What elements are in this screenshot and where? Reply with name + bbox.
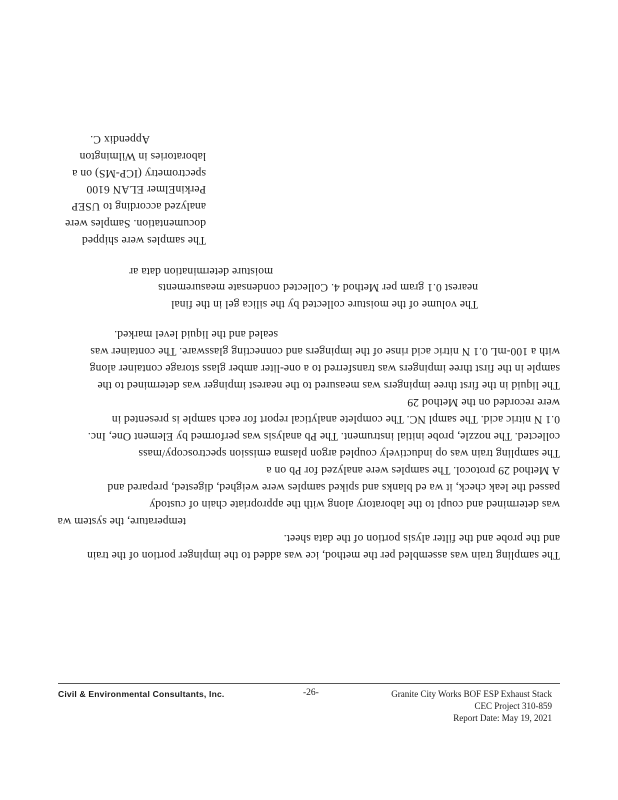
body-line: nearest 0.1 gram per Method 4. Collected condensate measurements [158,281,478,293]
body-line: The volume of the moisture collected by the silica gel in the final [171,298,478,310]
body-line: A Method 29 protocol. The samples were analyzed for Pb on a [266,464,560,476]
body-line: spectrometry (ICP-MS) on a [72,167,206,179]
footer-report-date: Report Date: May 19, 2021 [453,713,552,723]
body-line: The samples were shipped [81,234,206,246]
footer-page-number: -26- [303,688,319,698]
body-line: and the probe and the filter alysis portion of the data sheet. [283,532,560,544]
body-line: collected. The nozzle, probe initial instrument. The Pb analysis was performed by Element One, Inc. [87,430,560,442]
body-line: The liquid in the first three impingers was measured to the nearest impinger was determined to the [97,379,560,391]
body-line: analyzed according to USEP [71,200,206,212]
body-line: were recorded on the Method 29 [407,396,560,408]
body-line: 0.1 N nitric acid. The sampl NC. The complete analytical report for each sample is presented in [111,413,560,425]
body-line: The sampling train was assembled per the method, ice was added to the impinger portion of the train [87,549,560,561]
body-line: documentation. Samples were [65,217,206,229]
footer-title: Granite City Works BOF ESP Exhaust Stack [391,689,552,699]
body-line: moisture determination data ar [129,265,273,277]
body-line: PerkinElmer ELAN 6100 [86,183,206,195]
body-line: Appendix C. [90,133,150,145]
body-line: sealed and the liquid level marked. [114,328,278,340]
footer-project: CEC Project 310-859 [474,701,552,711]
body-line: The sampling train was op inductively coupled argon plasma emission spectroscopy/mass [138,447,560,459]
body-line: was determined and coupl to the laboratory along with the appropriate chain of custody [149,498,560,510]
body-line: sample in the first three impingers was transferred to a one-liter amber glass storage container along [89,362,560,374]
body-line: temperature, the system wa [57,515,186,527]
body-line: with a 100-mL 0.1 N nitric acid rinse of the impingers and connecting glassware. The container was [90,345,560,357]
body-line: passed the leak check, it wa ed blanks and spiked samples were weighed, digested, prepared and [107,481,560,493]
footer-divider [58,683,560,684]
footer-report-info [391,688,552,724]
body-line: laboratories in Wilmington [79,150,206,162]
footer-company: Civil & Environmental Consultants, Inc. [58,689,225,699]
